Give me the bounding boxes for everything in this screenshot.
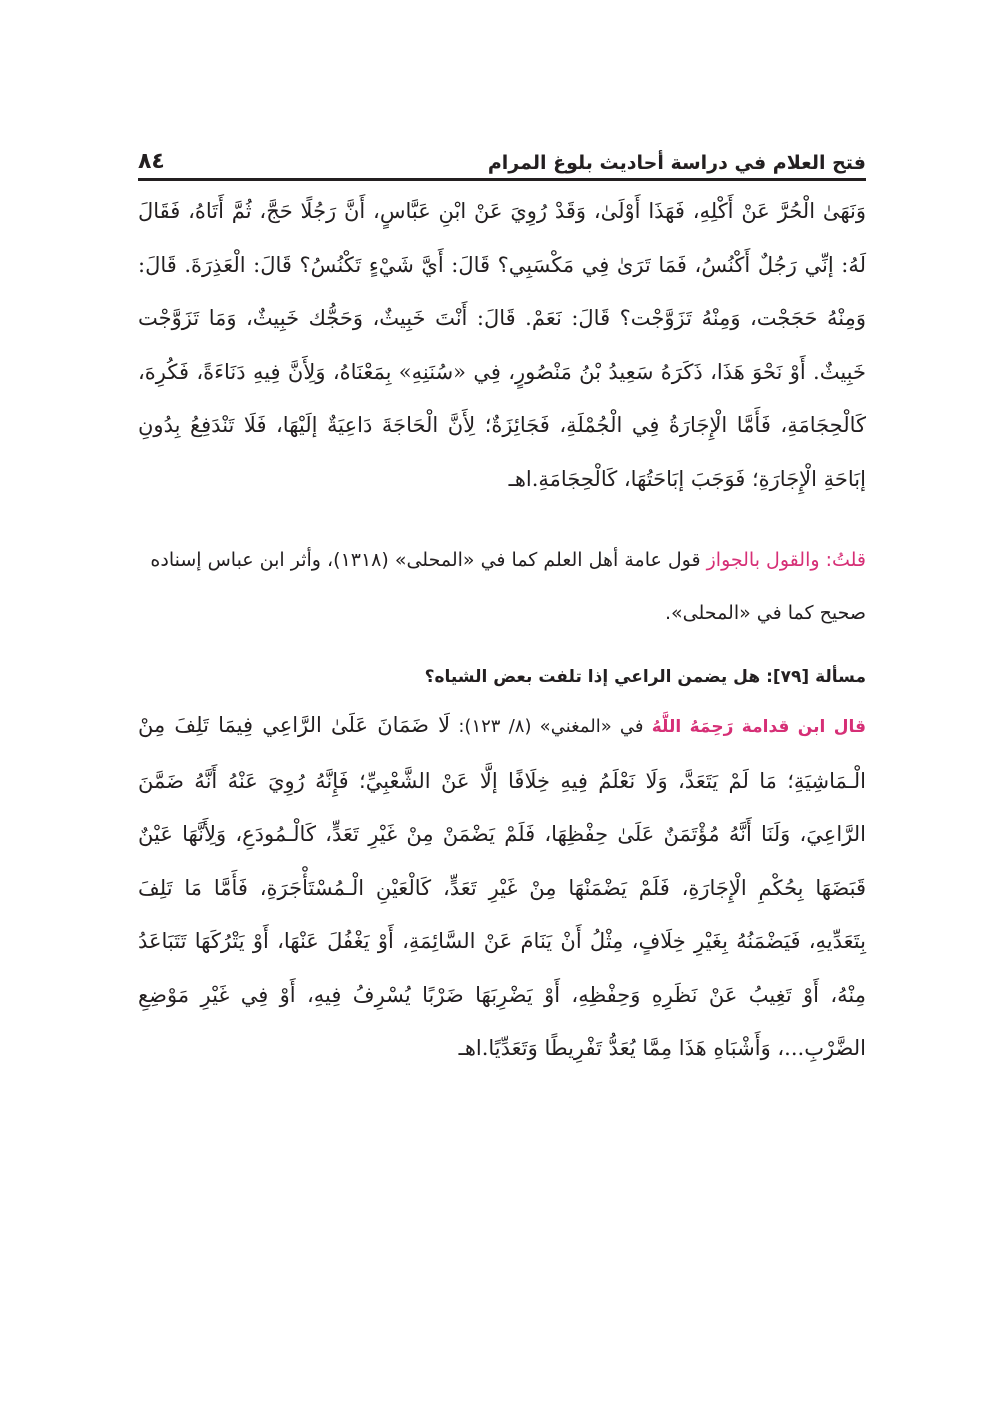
author-note-lead: قلتُ: والقول بالجواز (706, 549, 866, 571)
book-title: فتح العلام في دراسة أحاديث بلوغ المرام (487, 152, 866, 174)
book-page (138, 130, 866, 1330)
question-label: مسألة [٧٩]: (766, 667, 866, 687)
question-title: هل يضمن الراعي إذا تلفت بعض الشياه؟ (424, 667, 767, 687)
scholar-quote-text: لَا ضَمَانَ عَلَىٰ الرَّاعِي فِيمَا تَلِفَ مِنْ الْـمَاشِيَةِ؛ مَا لَمْ يَتَعَدَّ، وَلَا نَعْلَمُ فِيهِ خِلَافًا إلَّا عَنْ الشَّعْبِيِّ؛ فَإِنَّهُ رُوِيَ عَنْهُ أَنَّهُ ضَمَّنَ الرَّاعِيَ، وَلَنَا أَنَّهُ مُؤْتَمَنٌ عَلَىٰ حِفْظِهَا، فَلَمْ يَضْمَنْ مِنْ غَيْرِ تَعَدٍّ، كَالْـمُودَعِ، وَلِأَنَّهَا عَيْنٌ قَبَضَهَا بِحُكْمِ الْإِجَارَةِ، فَلَمْ يَضْمَنْهَا مِنْ غَيْرِ تَعَدٍّ، كَالْعَيْنِ الْـمُسْتَأْجَرَةِ، فَأَمَّا مَا تَلِفَ بِتَعَدِّيهِ، فَيَضْمَنُهُ بِغَيْرِ خِلَافٍ، مِثْلُ أَنْ يَنَامَ عَنْ السَّائِمَةِ، أَوْ يَغْفُلَ عَنْهَا، أَوْ يَتْرُكَهَا تَتَبَاعَدُ مِنْهُ، أَوْ تَغِيبُ عَنْ نَظَرِهِ وَحِفْظِهِ، أَوْ يَضْرِبَهَا ضَرْبًا يُسْرِفُ فِيهِ، أَوْ فِي غَيْرِ مَوْضِعِ الضَّرْبِ...، وَأَشْبَاهِ هَذَا مِمَّا يُعَدُّ تَفْرِيطًا وَتَعَدِّيًا.اهـ (138, 713, 866, 1060)
page-number: ٨٤ (138, 149, 165, 174)
author-note (138, 534, 866, 640)
source-reference: في «المغني» (٨/ ١٢٣): (450, 716, 652, 737)
scholar-name: قال ابن قدامة رَحِمَهُ اللَّهُ (651, 717, 866, 737)
question-heading (138, 659, 866, 695)
scholar-quote (138, 699, 866, 1076)
running-header (138, 130, 866, 181)
quoted-passage (138, 185, 866, 506)
author-note-text: قول عامة أهل العلم كما في «المحلى» (١٣١٨)، وأثر ابن عباس إسناده صحيح كما في «المحلى». (150, 549, 866, 624)
quoted-passage-text: وَنَهَىٰ الْحُرَّ عَنْ أَكْلِهِ، فَهَذَا أَوْلَىٰ، وَقَدْ رُوِيَ عَنْ ابْنِ عَبَّاسٍ، أَنَّ رَجُلًا حَجَّ، ثُمَّ أَتَاهُ، فَقَالَ لَهُ: إنِّي رَجُلٌ أَكْنُسُ، فَمَا تَرَىٰ فِي مَكْسَبِي؟ قَالَ: أَيَّ شَيْءٍ تَكْنُسُ؟ قَالَ: الْعَذِرَةَ. قَالَ: وَمِنْهُ حَجَجْت، وَمِنْهُ تَزَوَّجْت؟ قَالَ: نَعَمْ. قَالَ: أَنْتَ خَبِيثٌ، وَحَجُّك خَبِيثٌ، وَمَا تَزَوَّجْت خَبِيثٌ. أَوْ نَحْوَ هَذَا، ذَكَرَهُ سَعِيدُ بْنُ مَنْصُورٍ، فِي «سُنَنِهِ» بِمَعْنَاهُ، وَلِأَنَّ فِيهِ دَنَاءَةً، فَكُرِهَ، كَالْحِجَامَةِ، فَأَمَّا الْإِجَارَةُ فِي الْجُمْلَةِ، فَجَائِزَةٌ؛ لِأَنَّ الْحَاجَةَ دَاعِيَةٌ إلَيْهَا، فَلَا تَنْدَفِعُ بِدُونِ إبَاحَةِ الْإِجَارَةِ؛ فَوَجَبَ إبَاحَتُهَا، كَالْحِجَامَةِ.اهـ (138, 199, 866, 491)
